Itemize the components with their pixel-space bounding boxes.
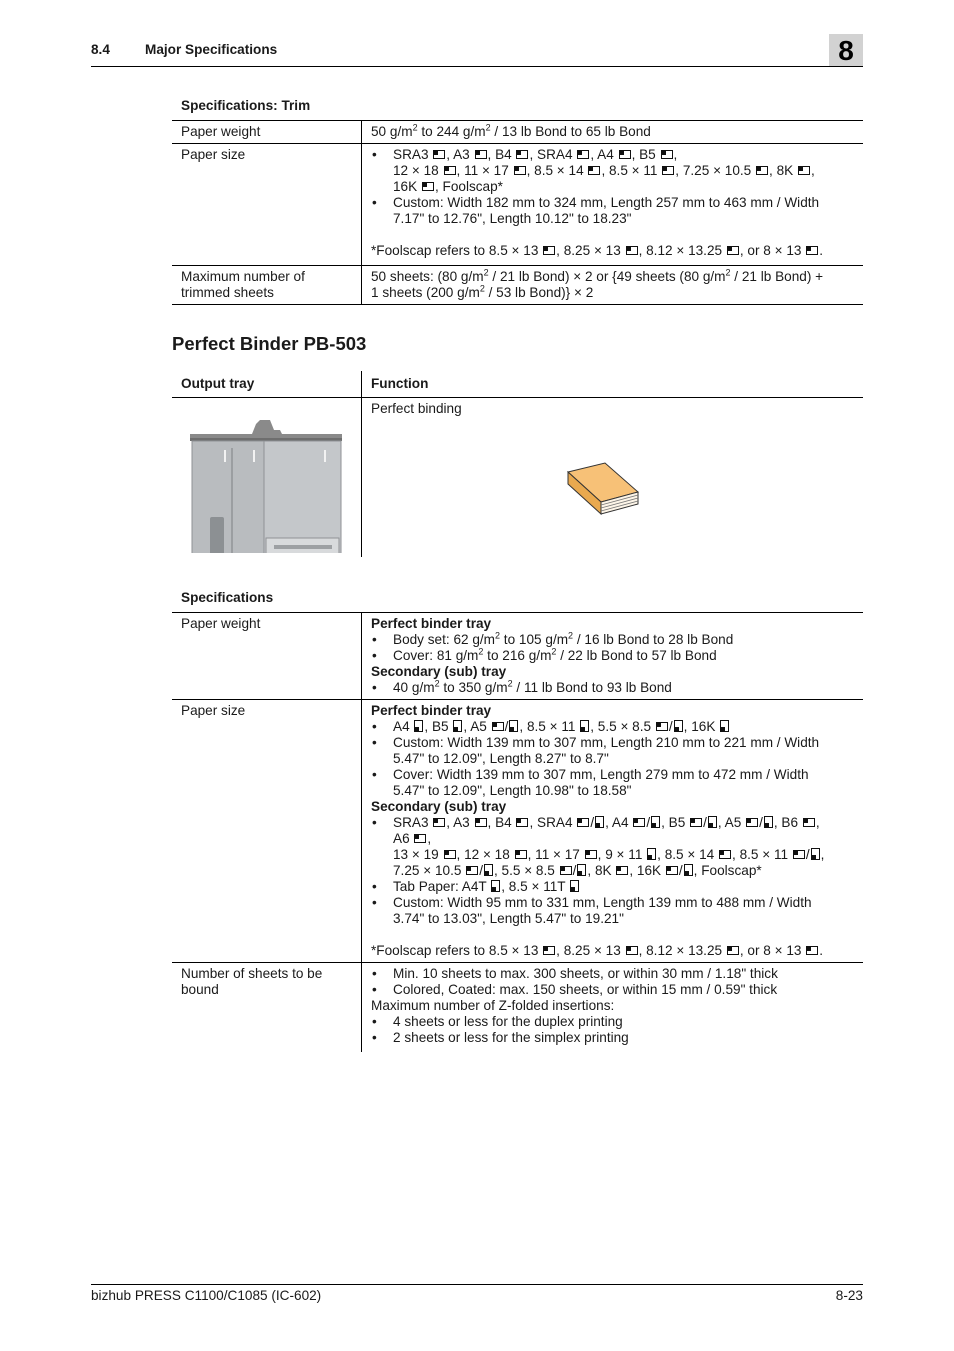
landscape-orientation-icon (626, 946, 638, 955)
landscape-orientation-icon (585, 850, 597, 859)
portrait-orientation-icon (684, 864, 693, 876)
list-item: • Min. 10 sheets to max. 300 sheets, or within 30 mm / 1.18" thick (371, 966, 854, 982)
specifications-table (172, 612, 863, 1052)
machine-image-cell (172, 398, 362, 558)
landscape-orientation-icon (719, 850, 731, 859)
subheading: Secondary (sub) tray (371, 664, 507, 679)
landscape-orientation-icon (806, 946, 818, 955)
list-item: • SRA3 , A3 , B4 , SRA4 / , A4 / , B5 / , A5 / , B6 , A6 , 13 × 19 , 12 × 18 , 11 × 17 , 9 × 11 , 8.5 × 14 , 8.5 × 11 / , 7.25 × 10.5 / , 5.5 × 8.5 / , 8K , 16K / , Foolscap* (371, 815, 854, 879)
portrait-orientation-icon (674, 720, 683, 732)
portrait-orientation-icon (491, 880, 500, 892)
portrait-orientation-icon (651, 816, 660, 828)
landscape-orientation-icon (616, 866, 628, 875)
landscape-orientation-icon (475, 150, 487, 159)
row-label: Paper weight (172, 613, 362, 700)
portrait-orientation-icon (509, 720, 518, 732)
list-item: • Cover: 81 $g/m^2$ to 216 $g/m^2 / 22$ lb Bond to 57 lb Bond (371, 648, 854, 664)
table-row (172, 266, 863, 305)
landscape-orientation-icon (543, 246, 555, 255)
row-value (362, 144, 864, 266)
landscape-orientation-icon (727, 946, 739, 955)
portrait-orientation-icon (453, 720, 462, 732)
landscape-orientation-icon (492, 722, 504, 731)
row-label: Paper size (172, 700, 362, 963)
row-value (362, 613, 864, 700)
function-value: Perfect binding (371, 401, 462, 416)
specifications-title: Specifications (181, 590, 274, 605)
list-heading: Maximum number of Z-folded insertions: (371, 998, 615, 1013)
landscape-orientation-icon (690, 818, 702, 827)
landscape-orientation-icon (661, 150, 673, 159)
list-item: • 2 sheets or less for the simplex printing (371, 1030, 854, 1046)
page-header (91, 40, 863, 67)
landscape-orientation-icon (727, 246, 739, 255)
table-row (172, 613, 863, 700)
bound-book-icon (567, 462, 641, 518)
portrait-orientation-icon (570, 880, 579, 892)
portrait-orientation-icon (720, 720, 729, 732)
landscape-orientation-icon (560, 866, 572, 875)
landscape-orientation-icon (626, 246, 638, 255)
landscape-orientation-icon (514, 166, 526, 175)
list-item: • Custom: Width 139 mm to 307 mm, Length 210 mm to 221 mm / Width 5.47" to 12.09", Length 8.27" to 8.7" (371, 735, 854, 767)
perfect-binder-machine-illustration (172, 398, 361, 553)
landscape-orientation-icon (798, 166, 810, 175)
landscape-orientation-icon (803, 818, 815, 827)
portrait-orientation-icon (484, 864, 493, 876)
function-cell (362, 398, 864, 558)
list-item: • Cover: Width 139 mm to 307 mm, Length 279 mm to 472 mm / Width 5.47" to 12.09", Length 10.98" to 18.58" (371, 767, 854, 799)
footnote: *Foolscap refers to 8.5 × 13 , 8.25 × 13 , 8.12 × 13.25 , or 8 × 13 . (371, 943, 824, 958)
portrait-orientation-icon (764, 816, 773, 828)
subheading: Perfect binder tray (371, 616, 492, 631)
landscape-orientation-icon (516, 150, 528, 159)
list-item: • Custom: Width 95 mm to 331 mm, Length 139 mm to 488 mm / Width 3.74" to 13.03", Length 5.47" to 19.21" (371, 895, 854, 927)
portrait-orientation-icon (708, 816, 717, 828)
portrait-orientation-icon (580, 720, 589, 732)
landscape-orientation-icon (422, 182, 434, 191)
output-tray-table (172, 371, 863, 557)
landscape-orientation-icon (543, 946, 555, 955)
chapter-number-badge: 8 (829, 34, 863, 66)
list-item: • Colored, Coated: max. 150 sheets, or within 15 mm / 0.59" thick (371, 982, 854, 998)
footer-product-name: bizhub PRESS C1100/C1085 (IC-602) (91, 1288, 322, 1303)
footnote: *Foolscap refers to 8.5 × 13 , 8.25 × 13 , 8.12 × 13.25 , or 8 × 13 . (371, 243, 824, 258)
column-header-output-tray: Output tray (172, 371, 362, 398)
list-item: • 40 $g/m^2$ to 350 $g/m^2 / 11$ lb Bond to 93 lb Bond (371, 680, 854, 696)
column-header-function: Function (362, 371, 864, 398)
list-item: • Custom: Width 182 mm to 324 mm, Length 257 mm to 463 mm / Width 7.17" to 12.76", Length 10.12" to 18.23" (371, 195, 854, 227)
trim-spec-title: Specifications: Trim (181, 98, 311, 113)
landscape-orientation-icon (619, 150, 631, 159)
list-item: • 4 sheets or less for the duplex printing (371, 1014, 854, 1030)
landscape-orientation-icon (662, 166, 674, 175)
list-item: • Body set: 62 $g/m^2$ to 105 $g/m^2 / 16$ lb Bond to 28 lb Bond (371, 632, 854, 648)
page-footer (91, 1284, 863, 1303)
landscape-orientation-icon (466, 866, 478, 875)
table-row (172, 144, 863, 266)
row-value: 50 sheets: (80 $g/m^2 / 21$ lb Bond) × 2 or {49 sheets (80 $g/m^2 / 21$ lb Bond) + 1 sheets (200 $g/m^2 / 53$ lb Bond)} × 2 (362, 266, 864, 305)
portrait-orientation-icon (647, 848, 656, 860)
landscape-orientation-icon (806, 246, 818, 255)
row-value: 50 $g/m^2$ to 244 $g/m^2 / 13$ lb Bond to 65 lb Bond (362, 121, 864, 144)
landscape-orientation-icon (577, 818, 589, 827)
footer-page-number: 8-23 (835, 1288, 863, 1303)
portrait-orientation-icon (577, 864, 586, 876)
row-label: Number of sheets to be bound (172, 963, 362, 1053)
subheading: Perfect binder tray (371, 703, 492, 718)
landscape-orientation-icon (444, 166, 456, 175)
landscape-orientation-icon (516, 818, 528, 827)
table-row (172, 121, 863, 144)
section-heading: Perfect Binder PB-503 (172, 333, 367, 354)
landscape-orientation-icon (793, 850, 805, 859)
landscape-orientation-icon (746, 818, 758, 827)
table-row (172, 700, 863, 963)
landscape-orientation-icon (414, 834, 426, 843)
subheading: Secondary (sub) tray (371, 799, 507, 814)
portrait-orientation-icon (414, 720, 423, 732)
portrait-orientation-icon (595, 816, 604, 828)
row-label: Paper weight (172, 121, 362, 144)
table-row (172, 398, 863, 558)
landscape-orientation-icon (444, 850, 456, 859)
landscape-orientation-icon (433, 150, 445, 159)
table-row (172, 963, 863, 1053)
list-item: • SRA3 , A3 , B4 , SRA4 , A4 , B5 , 12 × 18 , 11 × 17 , 8.5 × 14 , 8.5 × 11 , 7.25 × 10.5 , 8K , 16K , Foolscap* (371, 147, 854, 195)
landscape-orientation-icon (433, 818, 445, 827)
landscape-orientation-icon (475, 818, 487, 827)
section-number: 8.4 (91, 42, 110, 57)
row-label: Paper size (172, 144, 362, 266)
row-label: Maximum number of trimmed sheets (172, 266, 362, 305)
landscape-orientation-icon (588, 166, 600, 175)
portrait-orientation-icon (811, 848, 820, 860)
list-item: • A4 , B5 , A5 / , 8.5 × 11 , 5.5 × 8.5 / , 16K (371, 719, 854, 735)
landscape-orientation-icon (666, 866, 678, 875)
list-item: • Tab Paper: A4T , 8.5 × 11T (371, 879, 854, 895)
row-value (362, 963, 864, 1053)
landscape-orientation-icon (756, 166, 768, 175)
row-value (362, 700, 864, 963)
landscape-orientation-icon (656, 722, 668, 731)
landscape-orientation-icon (633, 818, 645, 827)
section-title: Major Specifications (145, 42, 278, 57)
trim-spec-table (172, 120, 863, 305)
landscape-orientation-icon (577, 150, 589, 159)
table-header-row (172, 371, 863, 398)
landscape-orientation-icon (515, 850, 527, 859)
